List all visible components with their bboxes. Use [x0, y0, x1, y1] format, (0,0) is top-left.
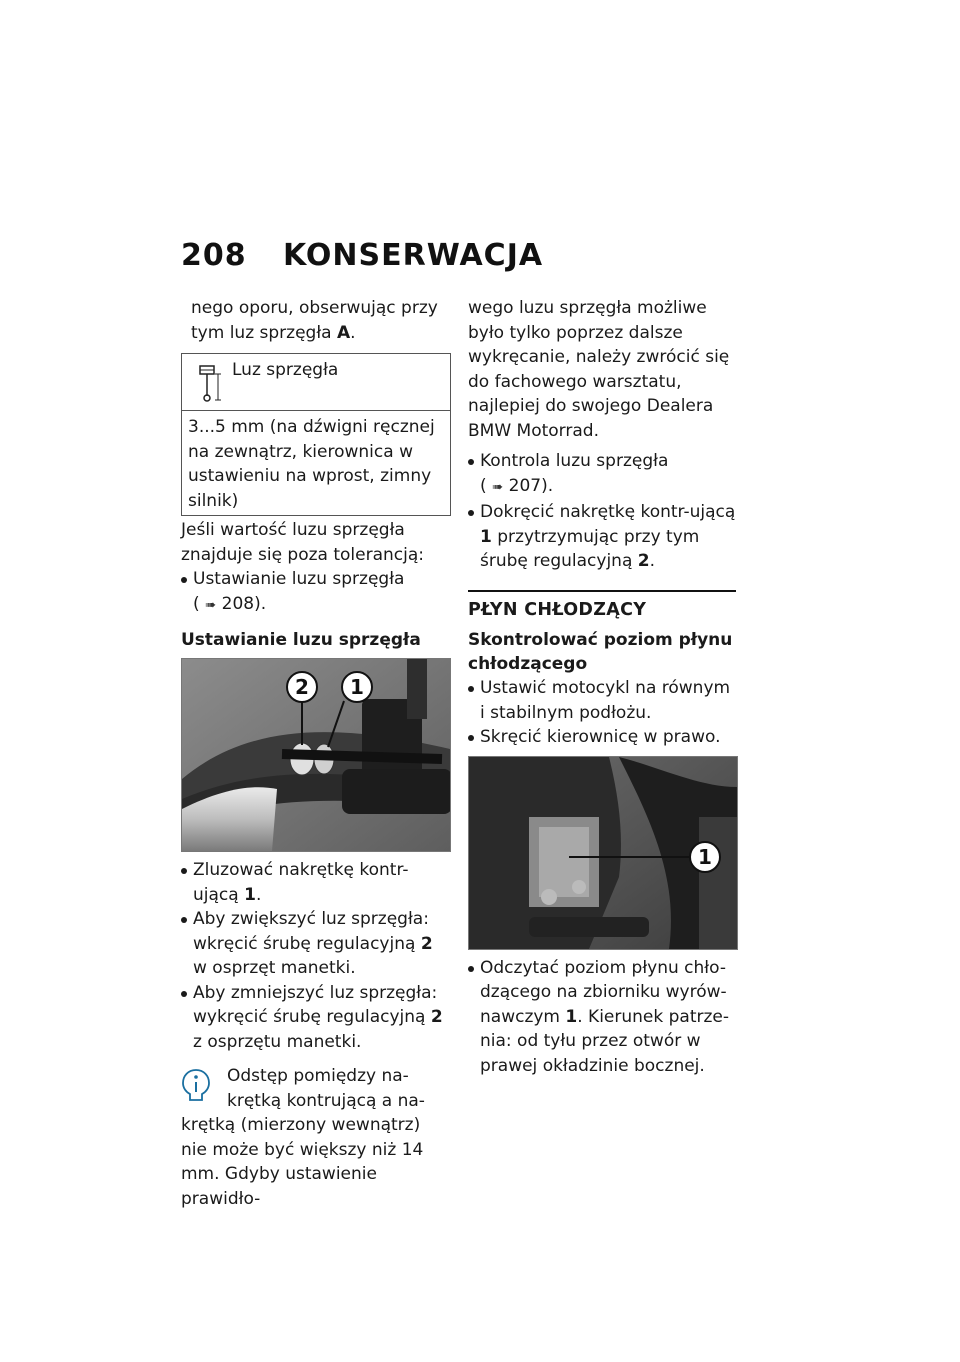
measurement-icon — [196, 364, 222, 404]
info-icon — [181, 1068, 211, 1102]
step-3-text: Aby zmniejszyć luz sprzęgła: wykręcić śrubę regulacyjną — [193, 982, 438, 1027]
bullet-steer: Skręcić kierownicę w prawo. — [468, 725, 736, 750]
intro-end: . — [350, 322, 356, 343]
intro-text — [181, 296, 451, 345]
bullet-adjust: Ustawianie luzu sprzęgła ( ➠ 208). — [181, 567, 451, 618]
bullet-adjust-text: Ustawianie luzu sprzęgła — [193, 569, 405, 589]
bullet-tighten-ref1: 1 — [480, 526, 492, 547]
clutch-lever-image — [182, 659, 450, 851]
bullet-check-ref: 207). — [508, 475, 554, 496]
spec-table — [181, 353, 451, 516]
bullet-adjust-ref: 208). — [221, 593, 267, 614]
photo-label-1: 1 — [350, 675, 364, 699]
photo-label-2: 2 — [295, 675, 309, 699]
bullet-check: Kontrola luzu sprzęgła ( ➠ 207). — [468, 449, 736, 500]
clutch-lever-photo — [181, 658, 451, 852]
left-column — [181, 296, 451, 1211]
intro-ref: A — [336, 322, 351, 343]
info-text-rest: krętką (mierzony wewnątrz) nie może być większy niż 14 mm. Gdyby ustawienie prawidło- — [181, 1115, 424, 1209]
coolant-photo — [468, 756, 738, 950]
page-ref-arrow-icon: ➠ — [205, 597, 217, 613]
step-1-text: Zluzować nakrętkę kontr-ującą — [193, 860, 409, 905]
read-ref: 1 — [565, 1006, 578, 1027]
bullet-tighten-text: Dokręcić nakrętkę kontr-ującą — [480, 502, 736, 522]
page-header — [181, 238, 543, 273]
spec-label: Luz sprzęgła — [232, 360, 339, 380]
step-2-text: Aby zwiększyć luz sprzęgła: wkręcić śrubę regulacyjną — [193, 909, 429, 954]
step-1 — [181, 858, 451, 907]
right-column — [468, 296, 736, 1078]
intro-line-2: tym luz sprzęgła — [191, 322, 337, 343]
step-3-ref: 2 — [430, 1007, 443, 1027]
step-2 — [181, 907, 451, 981]
spec-header — [182, 354, 450, 411]
step-1-ref: 1 — [244, 884, 256, 905]
info-text-first: Odstęp pomiędzy na-krętką kontrującą a na- — [227, 1066, 425, 1111]
spec-value: 3...5 mm (na dźwigni ręcznej na zewnątrz, kierownica w ustawieniu na wprost, zimny silnik) — [188, 417, 435, 511]
continuation-text: wego luzu sprzęgła możliwe było tylko poprzez dalsze wykręcanie, należy zwrócić się do fachowego warsztatu, najlepiej do swojego Dealera BMW Motorrad. — [468, 298, 730, 441]
info-note — [181, 1064, 451, 1211]
tolerance-text: Jeśli wartość luzu sprzęgła znajduje się poza tolerancją: — [181, 520, 425, 565]
bullet-tighten — [468, 500, 736, 574]
page-number: 208 — [181, 238, 247, 273]
coolant-image — [469, 757, 737, 949]
bullet-tighten-end: . — [649, 551, 656, 571]
step-3 — [181, 981, 451, 1055]
photo-label-1-coolant: 1 — [698, 844, 712, 869]
step-3-end: z osprzętu manetki. — [193, 1031, 362, 1052]
read-end: . Kierunek patrze-nia: od tyłu przez otwór w prawej okładzinie bocznej. — [480, 1006, 729, 1076]
step-1-end: . — [255, 884, 262, 905]
heading-adjust: Ustawianie luzu sprzęgła — [181, 630, 421, 650]
read-text: Odczytać poziom płynu chło-dzącego na zbiorniku wyrów-nawczym — [480, 957, 727, 1027]
subheading: Skontrolować poziom płynu chłodzącego — [468, 630, 733, 674]
bullet-level: Ustawić motocykl na równym i stabilnym podłożu. — [468, 676, 736, 725]
bullet-check-text: Kontrola luzu sprzęgła — [480, 451, 669, 471]
section-title: PŁYN CHŁODZĄCY — [468, 590, 736, 623]
bullet-read-level — [468, 956, 736, 1079]
step-2-end: w osprzęt manetki. — [193, 958, 356, 978]
page-ref-arrow-icon: ➠ — [492, 479, 504, 495]
intro-line-1: nego oporu, obserwując przy — [191, 298, 438, 318]
page-title: KONSERWACJA — [283, 238, 544, 273]
bullet-tighten-mid: przytrzymując przy tym śrubę regulacyjną — [480, 526, 700, 571]
step-2-ref: 2 — [420, 933, 433, 954]
bullet-tighten-ref2: 2 — [637, 551, 650, 571]
